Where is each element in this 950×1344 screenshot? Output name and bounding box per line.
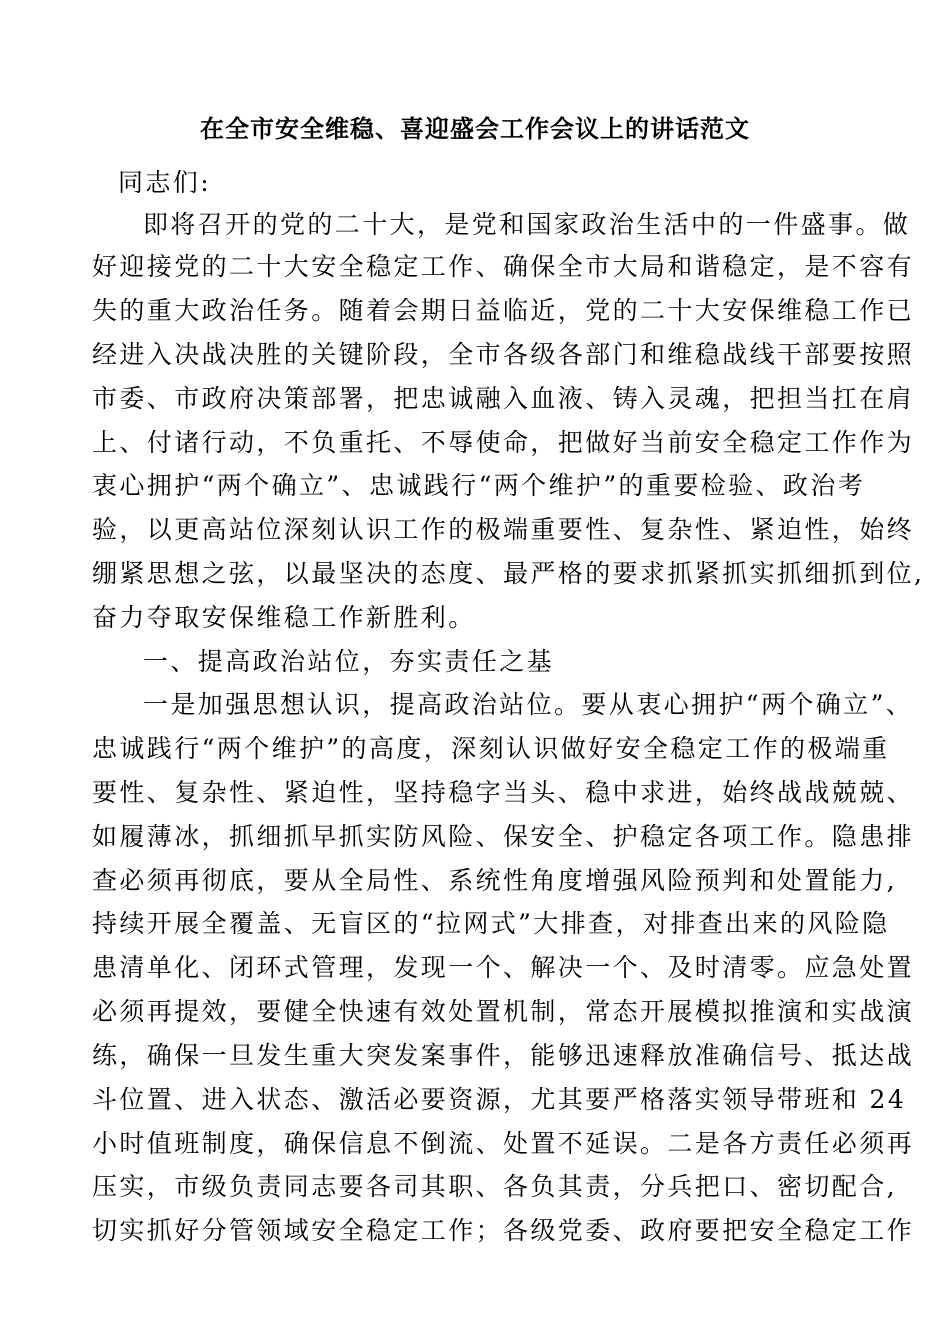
body-line: 练，确保一旦发生重大突发案事件，能够迅速释放准确信号、抵达战 <box>92 1041 915 1070</box>
body-line: 斗位置、进入状态、激活必要资源，尤其要严格落实领导带班和 24 <box>92 1085 907 1114</box>
body-line: 衷心拥护“两个确立”、忠诚践行“两个维护”的重要检验、政治考 <box>92 471 866 500</box>
body-line: 经进入决战决胜的关键阶段，全市各级各部门和维稳战线干部要按照 <box>92 340 915 369</box>
body-line: 持续开展全覆盖、无盲区的“拉网式”大排查，对排查出来的风险隐 <box>92 909 890 938</box>
body-line: 绷紧思想之弦，以最坚决的态度、最严格的要求抓紧抓实抓细抓到位, <box>92 559 925 588</box>
section-heading: 一、提高政治站位，夯实责任之基 <box>143 647 555 676</box>
body-line: 要性、复杂性、紧迫性，坚持稳字当头、稳中求进，始终战战兢兢、 <box>92 778 915 807</box>
body-line: 好迎接党的二十大安全稳定工作、确保全市大局和谐稳定，是不容有 <box>92 252 915 281</box>
body-line: 压实，市级负责同志要各司其职、各负其责，分兵把口、密切配合, <box>92 1172 897 1201</box>
salutation: 同志们: <box>118 168 212 197</box>
body-line: 验，以更高站位深刻认识工作的极端重要性、复杂性、紧迫性，始终 <box>92 515 915 544</box>
body-line: 忠诚践行“两个维护”的高度，深刻认识做好安全稳定工作的极端重 <box>92 734 890 763</box>
body-line: 市委、市政府决策部署，把忠诚融入血液、铸入灵魂，把担当扛在肩 <box>92 384 915 413</box>
body-line: 即将召开的党的二十大，是党和国家政治生活中的一件盛事。做 <box>143 210 911 239</box>
body-line: 奋力夺取安保维稳工作新胜利。 <box>92 603 476 632</box>
body-line: 失的重大政治任务。随着会期日益临近，党的二十大安保维稳工作已 <box>92 296 915 325</box>
body-line: 查必须再彻底，要从全局性、系统性角度增强风险预判和处置能力, <box>92 866 897 895</box>
body-line: 一是加强思想认识，提高政治站位。要从衷心拥护“两个确立”、 <box>143 690 914 719</box>
body-line: 如履薄冰，抓细抓早抓实防风险、保安全、护稳定各项工作。隐患排 <box>92 822 915 851</box>
body-line: 必须再提效，要健全快速有效处置机制，常态开展模拟推演和实战演 <box>92 997 915 1026</box>
body-line: 上、付诸行动，不负重托、不辱使命，把做好当前安全稳定工作作为 <box>92 428 915 457</box>
body-line: 患清单化、闭环式管理，发现一个、解决一个、及时清零。应急处置 <box>92 953 915 982</box>
body-line: 小时值班制度，确保信息不倒流、处置不延误。二是各方责任必须再 <box>92 1129 915 1158</box>
document-title: 在全市安全维稳、喜迎盛会工作会议上的讲话范文 <box>200 114 750 143</box>
body-line: 切实抓好分管领域安全稳定工作；各级党委、政府要把安全稳定工作 <box>92 1216 915 1245</box>
